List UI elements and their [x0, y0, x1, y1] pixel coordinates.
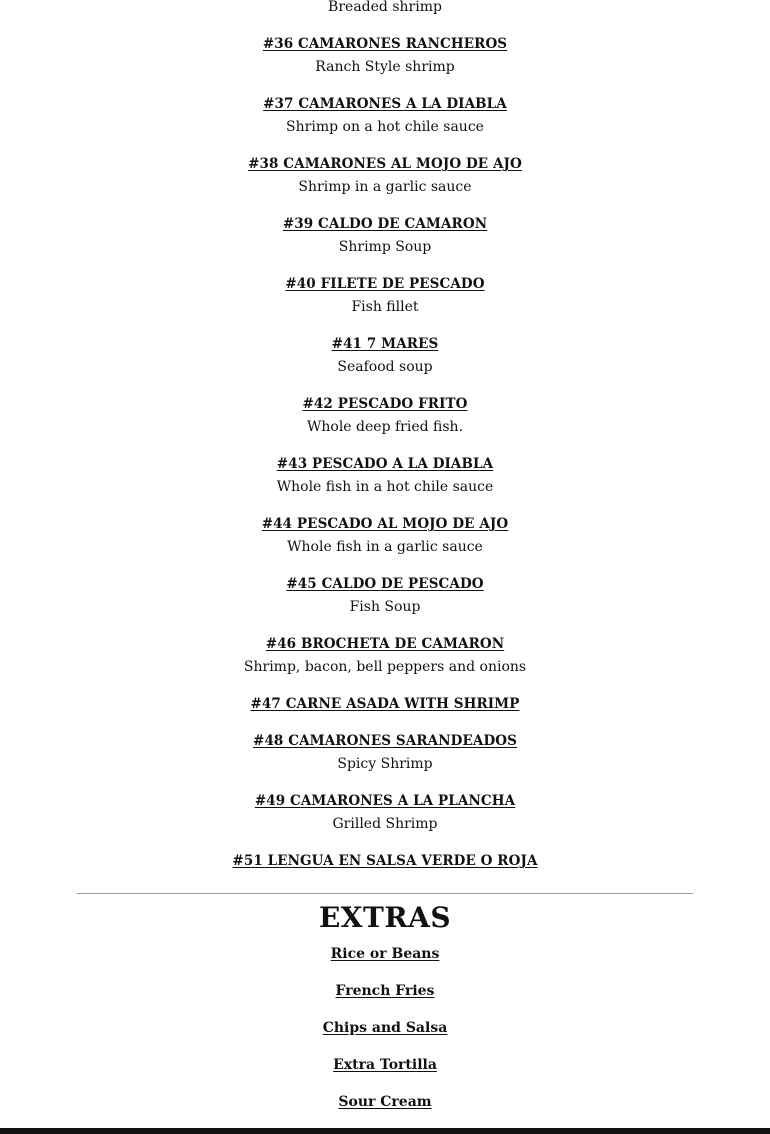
- item-desc: Grilled Shrimp: [332, 816, 438, 832]
- extra-item: Chips and Salsa: [322, 1020, 448, 1036]
- item-title: #46 BROCHETA DE CAMARON: [265, 636, 505, 652]
- item-title: #43 PESCADO A LA DIABLA: [276, 456, 494, 472]
- extra-item: Sour Cream: [338, 1094, 432, 1110]
- item-desc: Shrimp in a garlic sauce: [298, 179, 472, 195]
- item-title: #44 PESCADO AL MOJO DE AJO: [261, 516, 509, 532]
- item-desc: Seafood soup: [337, 359, 433, 375]
- item-title: #37 CAMARONES A LA DIABLA: [263, 96, 507, 112]
- item-title: #49 CAMARONES A LA PLANCHA: [254, 793, 516, 809]
- item-desc: Breaded shrimp: [328, 0, 442, 15]
- item-desc: Ranch Style shrimp: [315, 59, 455, 75]
- item-title: #48 CAMARONES SARANDEADOS: [253, 733, 517, 749]
- extras-heading: EXTRAS: [318, 901, 452, 934]
- item-desc: Shrimp, bacon, bell peppers and onions: [243, 659, 527, 675]
- item-desc: Spicy Shrimp: [337, 756, 433, 772]
- item-title: #36 CAMARONES RANCHEROS: [262, 36, 508, 52]
- item-desc: Fish fillet: [351, 299, 419, 315]
- extra-item: Extra Tortilla: [333, 1057, 437, 1073]
- item-desc: Whole fish in a garlic sauce: [287, 539, 483, 555]
- extra-item: French Fries: [335, 983, 435, 999]
- item-title: #41 7 MARES: [331, 336, 439, 352]
- item-desc: Shrimp Soup: [338, 239, 432, 255]
- item-title: #42 PESCADO FRITO: [302, 396, 468, 412]
- item-title: #40 FILETE DE PESCADO: [285, 276, 485, 292]
- item-desc: Whole fish in a hot chile sauce: [276, 479, 494, 495]
- item-title: #51 LENGUA EN SALSA VERDE O ROJA: [232, 853, 538, 869]
- footer-bar: [0, 1128, 770, 1134]
- item-desc: Whole deep fried fish.: [306, 419, 464, 435]
- item-title: #47 CARNE ASADA WITH SHRIMP: [250, 696, 520, 712]
- item-desc: Fish Soup: [349, 599, 421, 615]
- item-title: #45 CALDO DE PESCADO: [286, 576, 484, 592]
- item-title: #38 CAMARONES AL MOJO DE AJO: [248, 156, 522, 172]
- item-title: #39 CALDO DE CAMARON: [282, 216, 488, 232]
- extra-item: Rice or Beans: [330, 946, 440, 962]
- item-desc: Shrimp on a hot chile sauce: [286, 119, 484, 135]
- section-divider: [77, 893, 693, 894]
